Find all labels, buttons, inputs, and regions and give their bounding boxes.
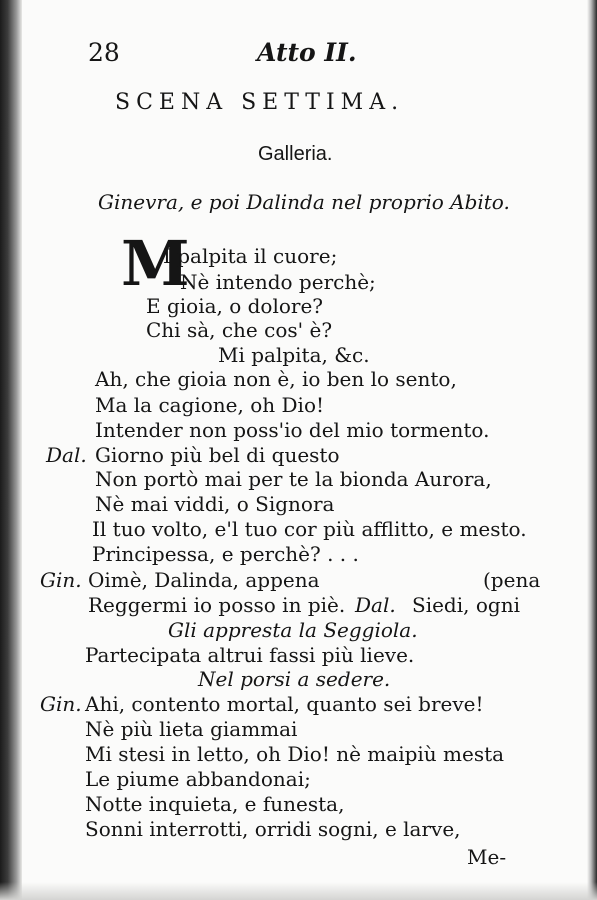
page-edge-shadow	[587, 0, 597, 900]
verse-line: Mi stesi in letto, oh Dio! nè maipiù mesta	[85, 742, 505, 766]
page-gutter-shadow	[0, 0, 22, 900]
verse-line: Intender non poss'io del mio tormento.	[95, 418, 490, 442]
speaker-label: Dal.	[46, 443, 87, 467]
verse-line: Ahi, contento mortal, quanto sei breve!	[85, 692, 484, 716]
drop-cap: M	[121, 227, 190, 300]
page-bottom-edge	[0, 882, 597, 900]
speaker-label: Gin.	[40, 568, 82, 592]
cast-line: Ginevra, e poi Dalinda nel proprio Abito.	[98, 190, 510, 214]
speaker-label: Dal.	[355, 593, 396, 617]
verse-line: Principessa, e perchè? . . .	[92, 542, 359, 566]
verse-line: Il tuo volto, e'l tuo cor più afflitto, e mesto.	[92, 517, 527, 541]
verse-line: Nè più lieta giammai	[85, 717, 298, 741]
catchword: Me-	[467, 845, 507, 869]
stage-direction: Gli appresta la Seggiola.	[168, 618, 418, 642]
verse-line: Ah, che gioia non è, io ben lo sento,	[95, 367, 457, 391]
verse-line: Siedi, ogni	[412, 593, 520, 617]
verse-line: Oimè, Dalinda, appena	[88, 568, 320, 592]
verse-line: Ma la cagione, oh Dio!	[95, 393, 325, 417]
verse-line: E gioia, o dolore?	[146, 294, 324, 318]
verse-line: Notte inquieta, e funesta,	[85, 792, 345, 816]
verse-line: Le piume abbandonai;	[85, 767, 311, 791]
verse-line: Nè intendo perchè;	[180, 270, 376, 294]
verse-line: I palpita il cuore;	[163, 244, 338, 268]
verse-line: Mi palpita, &c.	[218, 343, 370, 367]
scene-title: SCENA SETTIMA.	[115, 90, 405, 115]
running-head: Atto II.	[257, 38, 357, 67]
verse-line: Chi sà, che cos' è?	[146, 318, 333, 342]
verse-line: Reggermi io posso in piè.	[88, 593, 346, 617]
speaker-label: Gin.	[40, 692, 82, 716]
verse-line: Nè mai viddi, o Signora	[95, 492, 335, 516]
verse-line: Sonni interrotti, orridi sogni, e larve,	[85, 817, 461, 841]
verse-line: Giorno più bel di questo	[95, 443, 340, 467]
verse-line: Partecipata altrui fassi più lieve.	[85, 643, 415, 667]
verse-line-overflow: (pena	[483, 568, 541, 592]
verse-line: Non portò mai per te la bionda Aurora,	[95, 467, 492, 491]
scene-setting: Galleria.	[258, 143, 333, 165]
page-number: 28	[88, 38, 120, 67]
stage-direction: Nel porsi a sedere.	[198, 667, 391, 691]
